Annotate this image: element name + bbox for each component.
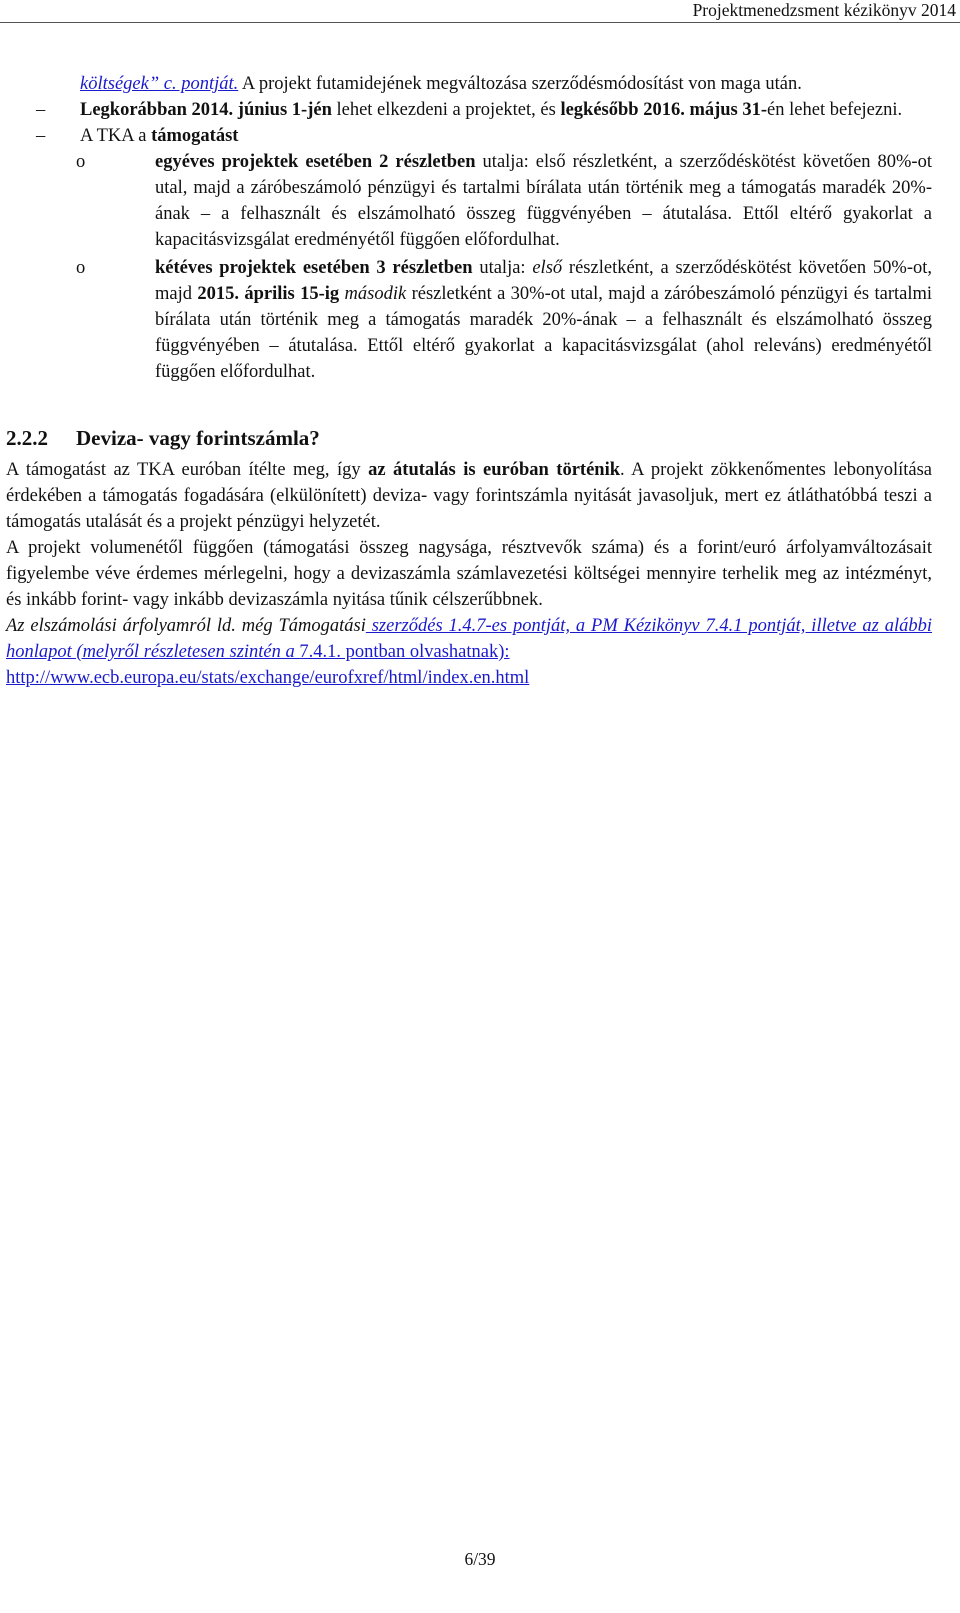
- para1-text1: A támogatást az TKA euróban ítélte meg, így: [6, 460, 369, 480]
- dash-bullet-icon: –: [36, 126, 46, 146]
- sub2-italic1: első: [532, 258, 563, 278]
- bullet1-text1: lehet elkezdeni a projektet, és: [331, 100, 561, 120]
- page-number: 6/39: [464, 1549, 496, 1569]
- paragraph-exchange-rate: [0, 613, 960, 691]
- sub2-italic2: második: [344, 284, 407, 304]
- section-title: Deviza- vagy forintszámla?: [76, 426, 320, 450]
- para1-bold: az átutalás is euróban történik: [368, 460, 621, 480]
- sub1-bold: egyéves projektek esetében 2 részletben: [155, 152, 476, 172]
- intro-text: A projekt futamidejének megváltozása szerződésmódosítást von maga után.: [238, 74, 802, 94]
- bullet2-bold1: támogatást: [151, 126, 239, 146]
- section-heading: [0, 423, 960, 453]
- circle-bullet-icon: o: [76, 152, 86, 172]
- sub-bullet-two-year: [0, 255, 960, 385]
- circle-bullet-icon: o: [76, 258, 86, 278]
- header-title: Projektmenedzsment kézikönyv 2014: [692, 0, 956, 20]
- para3-text: Az elszámolási árfolyamról ld. még Támogatási: [6, 616, 366, 636]
- sub1-text: utalja: első részletként, a szerződéskötést követően 80%-ot utal, majd a záróbeszámoló pénzügyi és tartalmi bírálata után történik meg a támogatás maradék 20%-ának – a felhasznált és elszámolható összeg függvényében – átutalása. Ettől eltérő gyakorlat a kapacitásvizsgálat eredményétől függően előfordulhat.: [155, 152, 932, 250]
- paragraph-currency: [0, 457, 960, 535]
- bullet2-text1: A TKA a: [80, 126, 152, 146]
- sub-bullet-one-year: [0, 149, 960, 253]
- page-content: [0, 71, 960, 691]
- para1-text2: . A projekt zökkenőmentes lebonyolítása érdekében a támogatás fogadására (elkülönített) deviza- vagy forintszámla nyitását javasoljuk, mert ez átláthatóbbá teszi a támogatás utalását és a projekt pénzügyi helyzetét.: [6, 460, 932, 532]
- section-number: 2.2.2: [6, 426, 48, 450]
- intro-link[interactable]: költségek” c. pontját.: [80, 74, 239, 94]
- bullet-tka-support: [0, 123, 960, 149]
- sub2-text2: részletként, a szerződéskötést követően 50%-ot, majd: [155, 258, 932, 304]
- sub2-text4: részletként a 30%-ot utal, majd a záróbeszámoló pénzügyi és tartalmi bírálata után történik meg a támogatás maradék 20%-ának – a felhasznált és elszámolható összeg függvényében – átutalása. Ettől eltérő gyakorlat a kapacitásvizsgálat (ahol releváns) eredményétől függően előfordulhat.: [155, 284, 933, 382]
- bullet-start-end: [0, 97, 960, 123]
- contract-link[interactable]: szerződés 1.4.7-es pontját, a PM Kézikönyv 7.4.1 pontját, illetve az alábbi honlapot (melyről részletesen szintén a: [6, 616, 932, 662]
- sub2-text1: utalja:: [472, 258, 533, 278]
- ecb-url-link[interactable]: http://www.ecb.europa.eu/stats/exchange/eurofxref/html/index.en.html: [6, 668, 530, 688]
- bullet1-bold2: legkésőbb 2016. május 31-: [560, 100, 768, 120]
- sub2-bold1: kétéves projektek esetében 3 részletben: [155, 258, 473, 278]
- dash-bullet-icon: –: [36, 100, 46, 120]
- bullet1-text2: én lehet befejezni.: [767, 100, 903, 120]
- section-link[interactable]: 7.4.1. pontban olvashatnak):: [299, 642, 510, 662]
- para2-text: A projekt volumenétől függően (támogatási összeg nagysága, résztvevők száma) és a forint/euró árfolyamváltozásait figyelembe véve érdemes mérlegelni, hogy a devizaszámla számlavezetési költségei mennyire terhelik meg az intézményt, és inkább forint- vagy inkább devizaszámla nyitása tűnik célszerűbbnek.: [6, 538, 932, 610]
- paragraph-volume: [0, 535, 960, 613]
- intro-paragraph: [0, 71, 960, 97]
- sub2-bold2: 2015. április 15-ig: [197, 284, 340, 304]
- page-header: [0, 0, 960, 23]
- bullet1-bold1: Legkorábban 2014. június 1-jén: [80, 100, 332, 120]
